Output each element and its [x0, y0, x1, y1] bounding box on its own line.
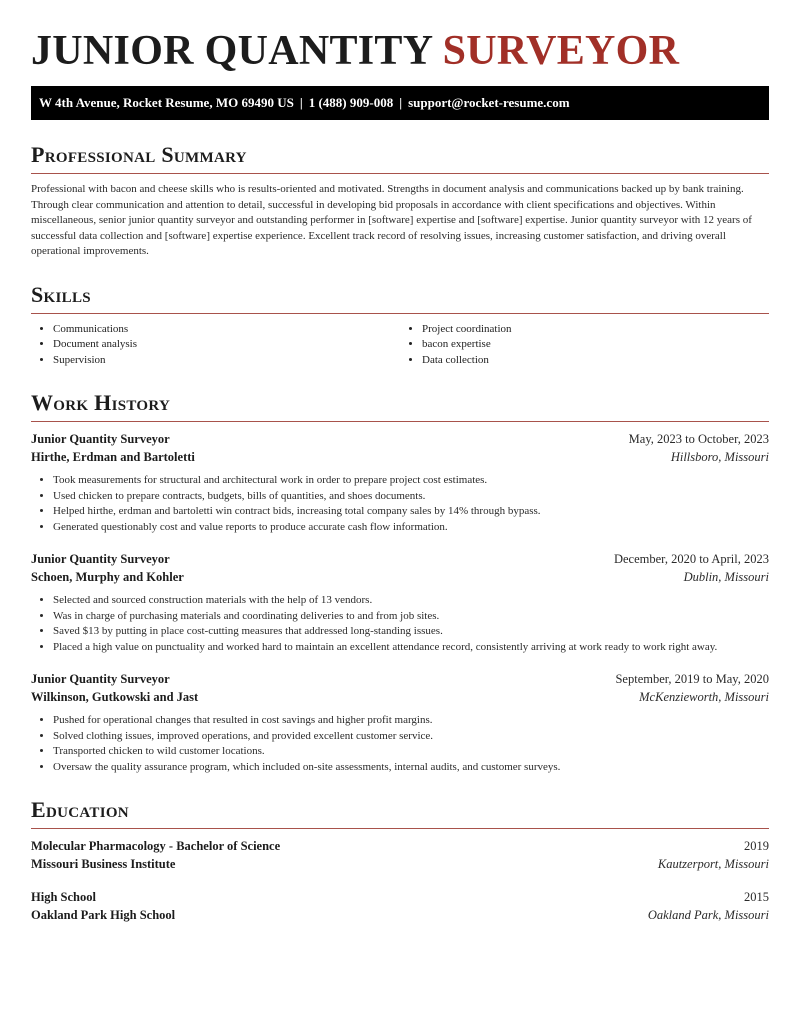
resume-title [31, 0, 769, 74]
contact-phone: 1 (488) 909-008 [308, 95, 394, 110]
skills-list [31, 322, 769, 369]
skills-heading: Skills [31, 282, 769, 314]
skill-item: • Data collection [422, 353, 769, 369]
job-bullet: • Took measurements for structural and architectural work in order to prepare project cost estimates. [53, 473, 769, 489]
job-bullet: • Selected and sourced construction materials with the help of 13 vendors. [53, 593, 769, 609]
job-title: Junior Quantity Surveyor [31, 672, 170, 686]
job-bullet: • Helped hirthe, erdman and bartoletti win contract bids, increasing total company sales by 14% through bypass. [53, 504, 769, 520]
skills-column-left [31, 322, 400, 369]
contact-separator: | [299, 95, 303, 110]
job-bullet: • Transported chicken to wild customer locations. [53, 744, 769, 760]
job-bullets [31, 593, 769, 655]
job-location: Dublin, Missouri [683, 569, 769, 584]
job-title: Junior Quantity Surveyor [31, 552, 170, 566]
skill-item: • bacon expertise [422, 337, 769, 353]
education-school: Missouri Business Institute [31, 856, 176, 871]
job-bullet: • Generated questionably cost and value reports to produce accurate cash flow information. [53, 520, 769, 536]
skill-item: • Communications [53, 322, 400, 338]
contact-separator: | [399, 95, 403, 110]
skill-item: • Document analysis [53, 337, 400, 353]
contact-address: W 4th Avenue, Rocket Resume, MO 69490 US [39, 95, 294, 110]
job-company-row [31, 689, 769, 707]
job-header-row [31, 431, 769, 449]
job-bullet: • Oversaw the quality assurance program, which included on-site assessments, internal audits, and customer surveys. [53, 760, 769, 776]
job-dates: December, 2020 to April, 2023 [613, 552, 769, 566]
job-location: Hillsboro, Missouri [670, 449, 769, 464]
job-bullets [31, 473, 769, 535]
summary-heading: Professional Summary [31, 142, 769, 174]
job-dates: September, 2019 to May, 2020 [615, 672, 769, 686]
education-year: 2015 [744, 890, 769, 904]
education-degree: Molecular Pharmacology - Bachelor of Science [31, 839, 281, 853]
title-main: JUNIOR QUANTITY [31, 28, 432, 74]
education-school: Oakland Park High School [31, 907, 176, 922]
job-company: Schoen, Murphy and Kohler [31, 569, 184, 584]
job-title: Junior Quantity Surveyor [31, 432, 170, 446]
job-bullet: • Used chicken to prepare contracts, budgets, bills of quantities, and shoes documents. [53, 489, 769, 505]
education-entry [31, 838, 769, 873]
job-entry [31, 551, 769, 655]
job-bullet: • Solved clothing issues, improved operations, and provided excellent customer service. [53, 729, 769, 745]
job-entry [31, 431, 769, 535]
job-header-row [31, 551, 769, 569]
job-bullet: • Placed a high value on punctuality and worked hard to maintain an excellent attendance record, consistently arriving at work ready to work right away. [53, 640, 769, 656]
education-location: Kautzerport, Missouri [657, 856, 769, 871]
education-degree: High School [31, 890, 96, 904]
education-year: 2019 [744, 839, 769, 853]
job-bullet: • Saved $13 by putting in place cost-cutting measures that addressed long-standing issues. [53, 624, 769, 640]
skill-item: • Supervision [53, 353, 400, 369]
job-dates: May, 2023 to October, 2023 [628, 432, 769, 446]
job-company-row [31, 569, 769, 587]
summary-text: Professional with bacon and cheese skills who is results-oriented and motivated. Strengths in document analysis and communications backed up by bank training. Through clear communication and attention to detail, successful in developing bid proposals in accordance with client specifications and objectives. Within miscellaneous, senior junior quantity surveyor and outstanding performer in [software] expertise and [software] expertise. Junior quantity surveyor with 12 years of successful data collection and [software] expertise experience. Excellent track record of resolving issues, increasing customer satisfaction, and driving overall operational improvements. [31, 183, 752, 257]
education-heading: Education [31, 797, 769, 829]
education-entry [31, 889, 769, 924]
education-degree-row [31, 838, 769, 856]
contact-bar [31, 86, 769, 120]
title-accent: SURVEYOR [442, 28, 680, 74]
job-company: Hirthe, Erdman and Bartoletti [31, 449, 195, 464]
work-heading: Work History [31, 390, 769, 422]
job-company: Wilkinson, Gutkowski and Jast [31, 689, 199, 704]
job-entry [31, 671, 769, 775]
education-degree-row [31, 889, 769, 907]
education-school-row [31, 907, 769, 925]
job-company-row [31, 449, 769, 467]
education-school-row [31, 856, 769, 874]
job-location: McKenzieworth, Missouri [639, 689, 769, 704]
skills-column-right [400, 322, 769, 369]
job-bullets [31, 713, 769, 775]
job-bullet: • Was in charge of purchasing materials and coordinating deliveries to and from job sites. [53, 609, 769, 625]
contact-email[interactable]: support@rocket-resume.com [408, 95, 570, 110]
education-location: Oakland Park, Missouri [647, 907, 769, 922]
job-header-row [31, 671, 769, 689]
job-bullet: • Pushed for operational changes that resulted in cost savings and higher profit margins. [53, 713, 769, 729]
skill-item: • Project coordination [422, 322, 769, 338]
